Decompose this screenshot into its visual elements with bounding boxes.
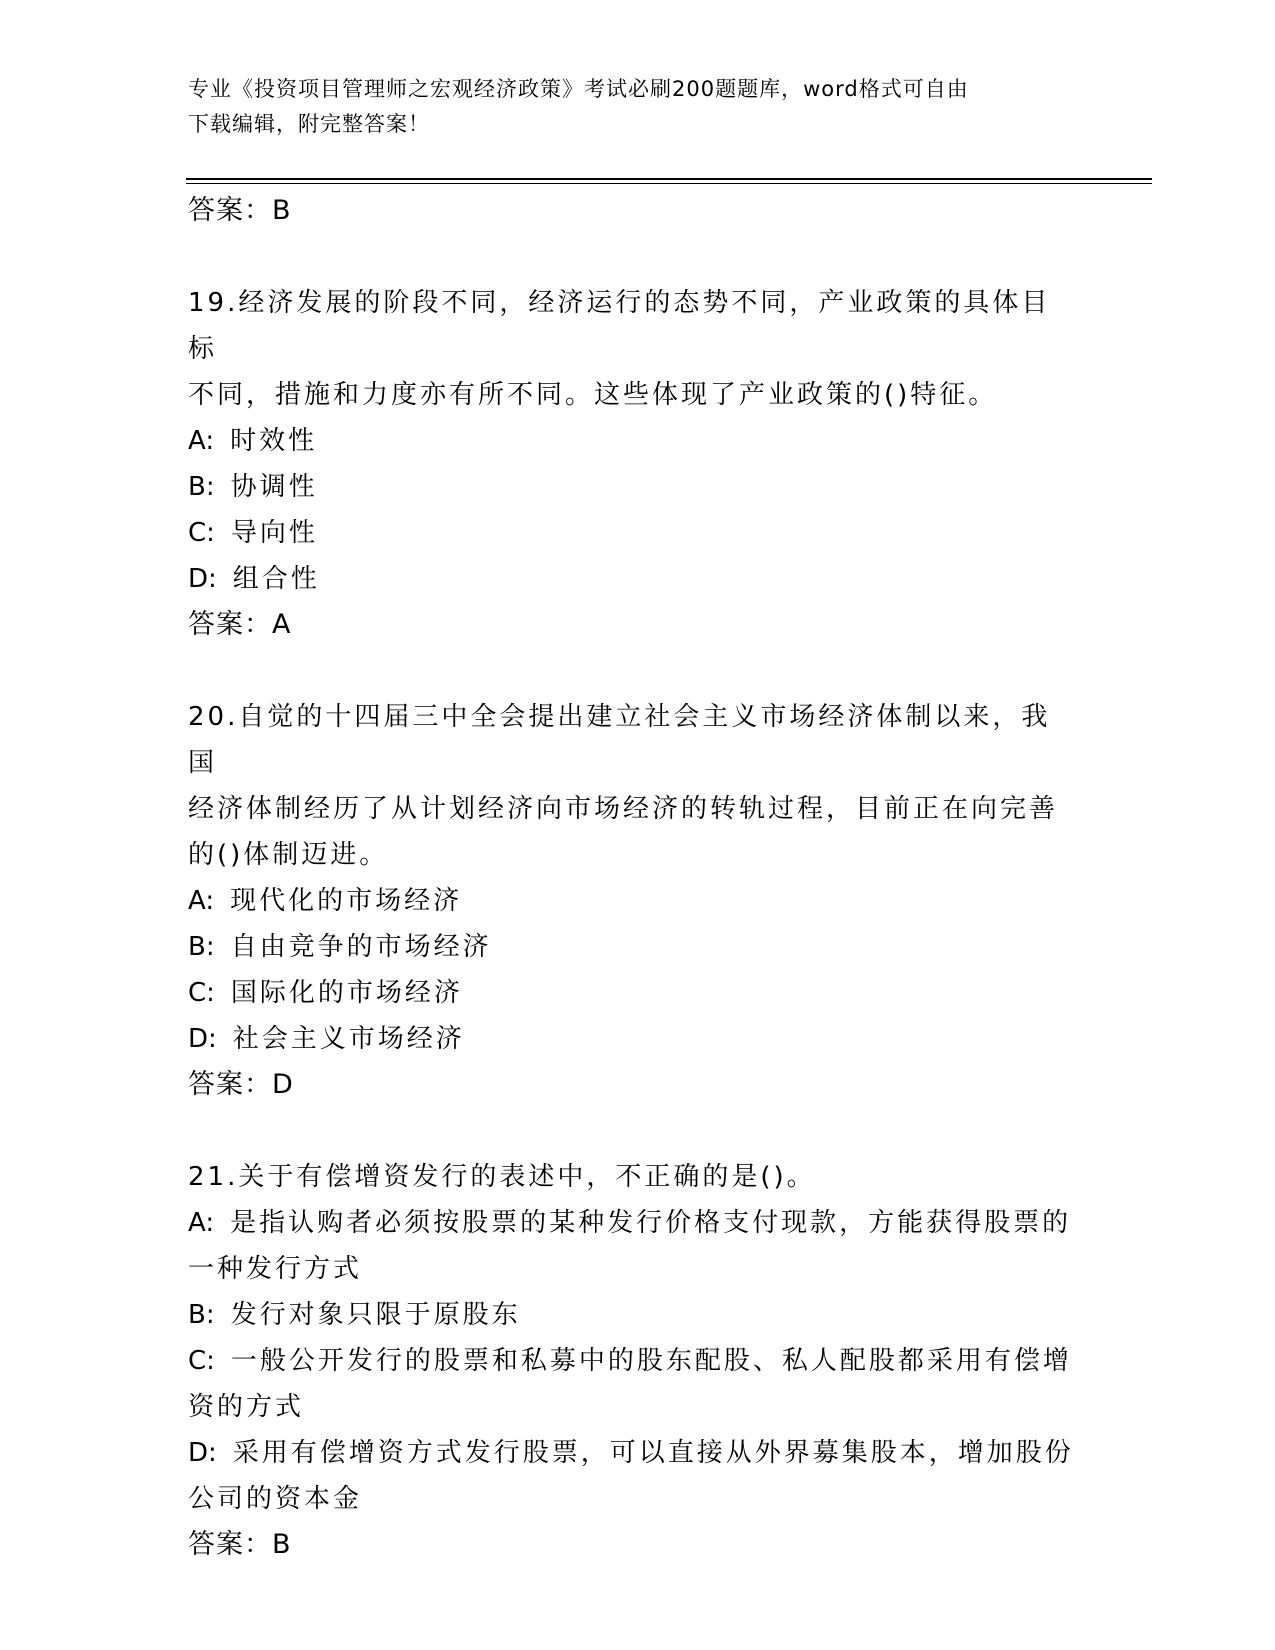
option-d-continuation: 公司的资本金 [188, 1484, 363, 1514]
option-text: 发行对象只限于原股东 [230, 1300, 521, 1330]
answer-line [188, 602, 1078, 648]
answer-value: B [272, 1529, 292, 1560]
option-letter: D: [188, 1438, 217, 1468]
header-line-1: 专业《投资项目管理师之宏观经济政策》考试必刷200题题库，word格式可自由 [188, 77, 969, 101]
question-20 [188, 694, 1078, 1108]
option-letter: C: [188, 1346, 215, 1376]
answer-label: 答案： [188, 195, 272, 226]
question-stem-line: 的()体制迈进。 [188, 840, 389, 870]
question-stem-line: 不同，措施和力度亦有所不同。这些体现了产业政策的()特征。 [188, 380, 998, 410]
option-letter: C: [188, 978, 215, 1008]
option-c-continuation: 资的方式 [188, 1392, 305, 1422]
question-19 [188, 280, 1078, 648]
answer-label: 答案： [188, 1529, 272, 1560]
header-divider [186, 178, 1152, 180]
option-d [188, 556, 1078, 602]
question-stem-line: 20.自觉的十四届三中全会提出建立社会主义市场经济体制以来，我国 [188, 702, 1051, 778]
option-letter: A: [188, 1208, 215, 1238]
option-b [188, 464, 1078, 510]
question-stem-line: 19.经济发展的阶段不同，经济运行的态势不同，产业政策的具体目标 [188, 288, 1051, 364]
document-body [188, 188, 1078, 1568]
option-letter: B: [188, 932, 215, 962]
header-line-2: 下载编辑，附完整答案！ [188, 112, 430, 136]
spacer [188, 1108, 1078, 1154]
option-letter: D: [188, 1024, 217, 1054]
option-text: 现代化的市场经济 [230, 886, 463, 916]
option-letter: A: [188, 426, 215, 456]
option-b [188, 924, 1078, 970]
option-letter: B: [188, 472, 215, 502]
option-text: 是指认购者必须按股票的某种发行价格支付现款，方能获得股票的 [230, 1208, 1072, 1238]
answer-label: 答案： [188, 1069, 272, 1100]
option-letter: C: [188, 518, 215, 548]
option-text: 导向性 [230, 518, 318, 548]
answer-value: B [272, 195, 292, 226]
answer-value: D [272, 1069, 294, 1100]
option-text: 社会主义市场经济 [232, 1024, 465, 1054]
spacer [188, 234, 1078, 280]
option-a [188, 418, 1078, 464]
question-21 [188, 1154, 1078, 1568]
option-letter: D: [188, 564, 217, 594]
answer-line [188, 1062, 1078, 1108]
option-text: 协调性 [230, 472, 318, 502]
question-stem-line: 21.关于有偿增资发行的表述中，不正确的是()。 [188, 1162, 816, 1192]
option-letter: A: [188, 886, 215, 916]
answer-line [188, 1522, 1078, 1568]
answer-label: 答案： [188, 609, 272, 640]
option-text: 组合性 [232, 564, 320, 594]
option-text: 国际化的市场经济 [230, 978, 463, 1008]
option-d [188, 1016, 1078, 1062]
question-stem-line: 经济体制经历了从计划经济向市场经济的转轨过程，目前正在向完善 [188, 794, 1059, 824]
option-b [188, 1292, 1078, 1338]
option-c [188, 970, 1078, 1016]
spacer [188, 648, 1078, 694]
header-divider-thin [186, 183, 1152, 184]
option-d [188, 1430, 1078, 1476]
answer-value: A [272, 609, 292, 640]
option-letter: B: [188, 1300, 215, 1330]
document-header [188, 72, 1068, 142]
option-text: 时效性 [230, 426, 318, 456]
option-text: 采用有偿增资方式发行股票，可以直接从外界募集股本，增加股份 [232, 1438, 1074, 1468]
option-text: 一般公开发行的股票和私募中的股东配股、私人配股都采用有偿增 [230, 1346, 1072, 1376]
option-c [188, 1338, 1078, 1384]
answer-line [188, 188, 1078, 234]
option-a [188, 1200, 1078, 1246]
option-text: 自由竞争的市场经济 [230, 932, 492, 962]
option-a [188, 878, 1078, 924]
option-a-continuation: 一种发行方式 [188, 1254, 363, 1284]
option-c [188, 510, 1078, 556]
